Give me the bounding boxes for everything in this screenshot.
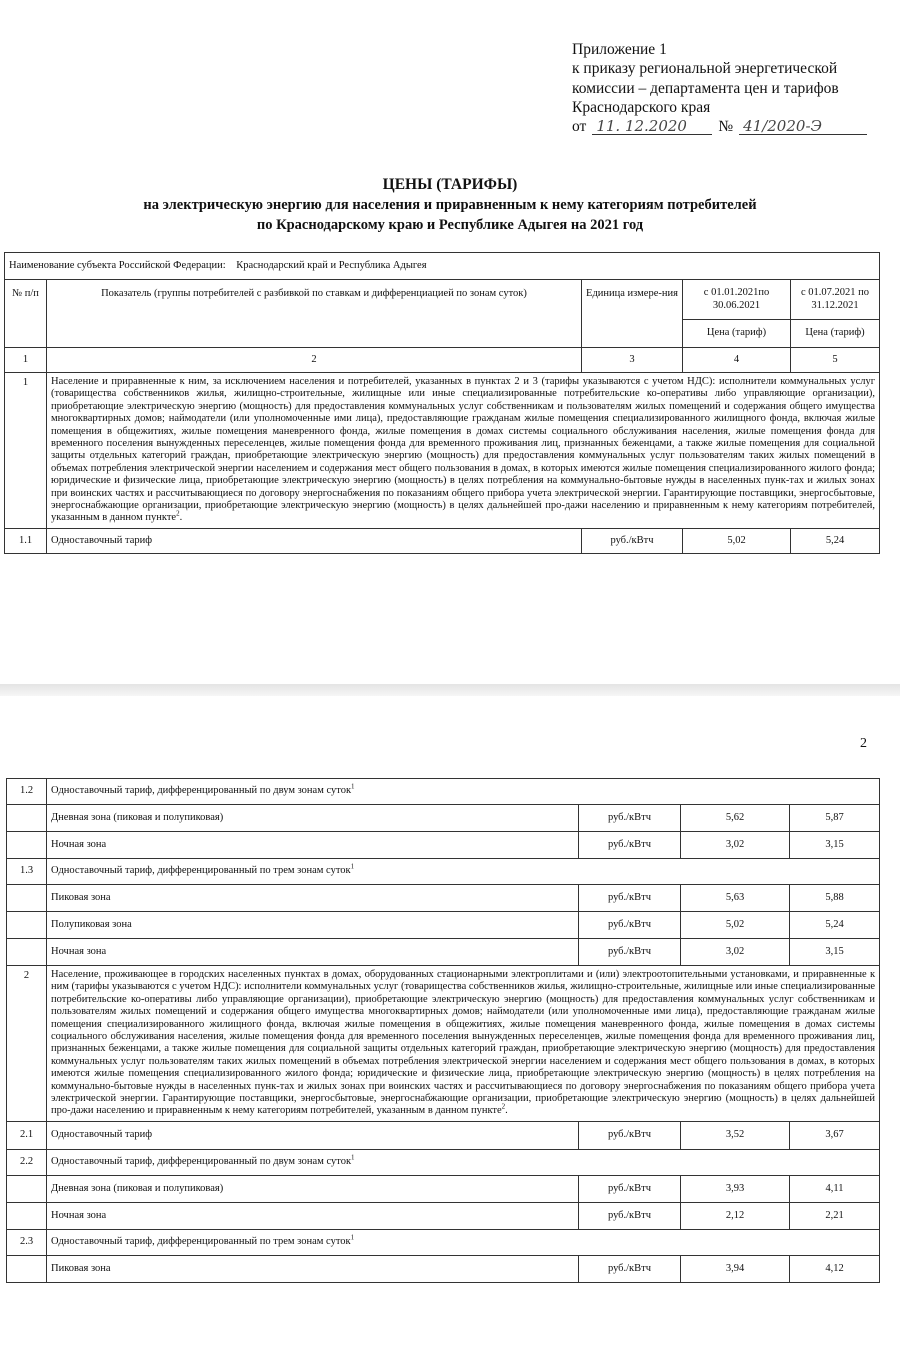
- row-unit: руб./кВтч: [579, 885, 681, 912]
- row-value-period-1: 5,62: [681, 805, 790, 832]
- header-indicator: Показатель (группы потребителей с разбивкой по ставкам и дифференциацией по зонам суток): [47, 280, 582, 348]
- header-price: Цена (тариф): [791, 320, 880, 348]
- row-label: Полупиковая зона: [47, 912, 579, 939]
- row-label: Одноставочный тариф: [47, 528, 582, 553]
- row-num: [7, 939, 47, 966]
- row-num: [7, 1255, 47, 1282]
- footnote-mark: 1: [350, 862, 355, 871]
- header-unit: Единица измере-ния: [582, 280, 683, 348]
- table-row: [7, 885, 880, 912]
- row-num: [7, 1175, 47, 1202]
- row-num: 1: [5, 373, 47, 529]
- row-label: [47, 859, 880, 885]
- row-value-period-2: 5,87: [790, 805, 880, 832]
- row-num: [7, 885, 47, 912]
- tariff-table-page-2: [6, 778, 880, 1283]
- row-label: [47, 1149, 880, 1175]
- table-row: [7, 1255, 880, 1282]
- handwritten-order-number: 41/2020-Э: [739, 118, 867, 135]
- row-value-period-2: 4,11: [790, 1175, 880, 1202]
- appendix-line: Приложение 1: [572, 41, 667, 58]
- document-subtitle: на электрическую энергию для населения и приравненным к нему категориям потребителей: [143, 197, 757, 213]
- row-value-period-1: 3,94: [681, 1255, 790, 1282]
- row-label: Дневная зона (пиковая и полупиковая): [47, 1175, 579, 1202]
- row-unit: руб./кВтч: [579, 1121, 681, 1149]
- column-number: 3: [582, 348, 683, 373]
- row-num: [7, 832, 47, 859]
- section-text: Население, проживающее в городских населенных пунктах в домах, оборудованных стационарными электроплитами и (или) электроотопительными установками, и приравненные к ним (тарифы указываются с учетом НДС): исполнители коммунальных услуг (товарищества собственников жилья, жилищно-строительные, жилищные или иные специализированные потребительские ко-оперативы либо управляющие организации), приобретающие электрическую энергию (мощность) для предоставления коммунальных услуг собственникам и пользователям жилых помещений и содержания общего имущества многоквартирных домов; наймодатели (или уполномоченные ими лица), предоставляющие гражданам жилые помещения специализированного жилищного фонда, включая жилые помещения в общежитиях, жилые помещения маневренного фонда, жилые помещения в домах системы социального обслуживания населения, жилые помещения фонда для временного поселения вынужденных переселенцев, жилые помещения фонда для временного проживания лиц, признанных беженцами, а также жилые помещения для социальной защиты отдельных категорий граждан, приобретающие электрическую энергию (мощность) для предоставления коммунальных услуг пользователям таких жилых помещений в объемах потребления электрической энергии населением и содержания мест общего пользования в домах, в которых имеются жилые помещения специализированного жилого фонда; юридические и физические лица, приобретающие электрическую энергию (мощность) в целях потребления на коммунально-бытовые нужды в населенных пунк-тах и жилых зонах при воинских частях и рассчитывающиеся по договору энергоснабжения по показаниям общего прибора учета электрической энергии. Гарантирующие поставщики, энергосбытовые, энергоснабжающие организации, приобретающие электрическую энергию (мощность) в целях дальнейшей про-дажи населению и приравненным к нему категориям потребителей, указанным в данном пункте: [51, 969, 876, 1117]
- row-num: [7, 912, 47, 939]
- row-unit: руб./кВтч: [579, 1255, 681, 1282]
- page-separator: [0, 684, 900, 696]
- document-title: ЦЕНЫ (ТАРИФЫ): [382, 176, 518, 193]
- row-label: Пиковая зона: [47, 1255, 579, 1282]
- row-label: Дневная зона (пиковая и полупиковая): [47, 805, 579, 832]
- row-label-text: Одноставочный тариф, дифференцированный по двум зонам суток: [51, 785, 352, 797]
- row-label: Пиковая зона: [47, 885, 579, 912]
- row-label: Ночная зона: [47, 832, 579, 859]
- table-row: [7, 779, 880, 805]
- table-row: [7, 1121, 880, 1149]
- row-label: [47, 1229, 880, 1255]
- row-label-text: Одноставочный тариф, дифференцированный по трем зонам суток: [51, 865, 351, 877]
- row-value-period-2: 3,15: [790, 939, 880, 966]
- table-row: [7, 1202, 880, 1229]
- table-row: [7, 805, 880, 832]
- row-label: Ночная зона: [47, 939, 579, 966]
- row-value-period-1: 3,52: [681, 1121, 790, 1149]
- document-page-2: [0, 696, 900, 1362]
- row-value-period-1: 3,93: [681, 1175, 790, 1202]
- row-label-text: Одноставочный тариф, дифференцированный по трем зонам суток: [51, 1236, 351, 1248]
- table-row: [7, 939, 880, 966]
- row-num: 2.2: [7, 1149, 47, 1175]
- section-text: Население и приравненные к ним, за исключением населения и потребителей, указанных в пунктах 2 и 3 (тарифы указываются с учетом НДС): исполнители коммунальных услуг (товарищества собственников жилья, жилищно-строительные, жилищные или иные специализированные потребительские ко-оперативы либо управляющие организации), приобретающие электрическую энергию (мощность) для предоставления коммунальных услуг собственникам и пользователям жилых помещений и содержания общего имущества многоквартирных домов; наймодатели (или уполномоченные ими лица), предоставляющие гражданам жилые помещения специализированного жилищного фонда, включая жилые помещения в общежитиях, жилые помещения маневренного фонда, жилые помещения в домах системы социального обслуживания населения, жилые помещения фонда для временного поселения вынужденных переселенцев, жилые помещения фонда для временного проживания лиц, признанных беженцами, а также жилые помещения для социальной защиты отдельных категорий граждан, приобретающие электрическую энергию (мощность) для предоставления коммунальных услуг пользователям таких жилых помещений в объемах потребления электрической энергии населением и содержания мест общего пользования в домах, в которых имеются жилые помещения специализированного жилого фонда; юридические и физические лица, приобретающие электрическую энергию (мощность) в целях потребления на коммунально-бытовые нужды в населенных пунк-тах и жилых зонах при воинских частях и рассчитывающиеся по договору энергоснабжения по показаниям общего прибора учета электрической энергии. Гарантирующие поставщики, энергосбытовые, энергоснабжающие организации, приобретающие электрическую энергию (мощность) в целях дальнейшей про-дажи населению и приравненным к нему категориям потребителей, указанным в данном пункте: [51, 376, 876, 524]
- appendix-line: Краснодарского края: [572, 98, 711, 116]
- column-number: 1: [5, 348, 47, 373]
- table-row: [5, 253, 880, 280]
- row-value-period-1: 5,02: [683, 528, 791, 553]
- table-row: [7, 859, 880, 885]
- appendix-block: [572, 40, 892, 136]
- row-value-period-2: 4,12: [790, 1255, 880, 1282]
- subject-cell: [5, 253, 880, 280]
- row-unit: руб./кВтч: [579, 1202, 681, 1229]
- table-row: [5, 373, 880, 529]
- row-label: [47, 779, 880, 805]
- header-period-1: с 01.01.2021по 30.06.2021: [683, 280, 791, 320]
- row-value-period-1: 5,02: [681, 912, 790, 939]
- footnote-mark: 1: [351, 782, 355, 791]
- table-row: [5, 528, 880, 553]
- table-row: [7, 1149, 880, 1175]
- header-num: № п/п: [5, 280, 47, 348]
- row-unit: руб./кВтч: [582, 528, 683, 553]
- footnote-mark: 1: [350, 1233, 355, 1242]
- table-row: [7, 1175, 880, 1202]
- header-price: Цена (тариф): [683, 320, 791, 348]
- table-row: [7, 832, 880, 859]
- row-unit: руб./кВтч: [579, 1175, 681, 1202]
- row-value-period-2: 2,21: [790, 1202, 880, 1229]
- footnote-mark: 2: [501, 1102, 506, 1111]
- subject-value: Краснодарский край и Республика Адыгея: [236, 259, 427, 271]
- row-value-period-1: 3,02: [681, 832, 790, 859]
- row-num: 2: [7, 966, 47, 1122]
- section-description: Население, проживающее в городских населенных пунктах в домах, оборудованных стационарными электроплитами и (или) электроотопительными установками, и приравненные к ним (тарифы указываются с учетом НДС): исполнители коммунальных услуг (товарищества собственников жилья, жилищно-строительные, жилищные или иные специализированные потребительские ко-оперативы либо управляющие организации), приобретающие электрическую энергию (мощность) для предоставления коммунальных услуг собственникам и пользователям жилых помещений и содержания общего имущества многоквартирных домов; наймодатели (или уполномоченные ими лица), предоставляющие гражданам жилые помещения специализированного жилищного фонда, включая жилые помещения в общежитиях, жилые помещения маневренного фонда, жилые помещения в домах системы социального обслуживания населения, жилые помещения фонда для временного поселения вынужденных переселенцев, жилые помещения фонда для временного проживания лиц, признанных беженцами, а также жилые помещения для социальной защиты отдельных категорий граждан, приобретающие электрическую энергию (мощность) для предоставления коммунальных услуг пользователям таких жилых помещений в объемах потребления электрической энергии населением и содержания мест общего пользования в домах, в которых имеются жилые помещения специализированного жилого фонда; юридические и физические лица, приобретающие электрическую энергию (мощность) в целях потребления на коммунально-бытовые нужды в населенных пунк-тах и жилых зонах при воинских частях и рассчитывающиеся по договору энергоснабжения по показаниям общего прибора учета электрической энергии. Гарантирующие поставщики, энергосбытовые, энергоснабжающие организации, приобретающие электрическую энергию (мощность) в целях дальнейшей про-дажи населению и приравненным к нему категориям потребителей, указанным в данном пункте$^2$.: [47, 966, 880, 1122]
- row-value-period-1: 5,63: [681, 885, 790, 912]
- row-unit: руб./кВтч: [579, 939, 681, 966]
- column-number-row: [5, 348, 880, 373]
- column-number: 5: [791, 348, 880, 373]
- row-num: 1.3: [7, 859, 47, 885]
- row-value-period-1: 3,02: [681, 939, 790, 966]
- column-number: 4: [683, 348, 791, 373]
- column-number: 2: [47, 348, 582, 373]
- row-num: [7, 1202, 47, 1229]
- row-value-period-1: 2,12: [681, 1202, 790, 1229]
- row-label-text: Одноставочный тариф, дифференцированный по двум зонам суток: [51, 1156, 352, 1168]
- table-row: [7, 966, 880, 1122]
- page-number: 2: [860, 736, 867, 751]
- row-num: 2.3: [7, 1229, 47, 1255]
- row-num: 1.2: [7, 779, 47, 805]
- row-num: 2.1: [7, 1121, 47, 1149]
- footnote-mark: 2: [176, 509, 180, 518]
- section-description: Население и приравненные к ним, за исключением населения и потребителей, указанных в пунктах 2 и 3 (тарифы указываются с учетом НДС): исполнители коммунальных услуг (товарищества собственников жилья, жилищно-строительные, жилищные или иные специализированные потребительские ко-оперативы либо управляющие организации), приобретающие электрическую энергию (мощность) для предоставления коммунальных услуг собственникам и пользователям жилых помещений и содержания общего имущества многоквартирных домов; наймодатели (или уполномоченные ими лица), предоставляющие гражданам жилые помещения специализированного жилищного фонда, включая жилые помещения в общежитиях, жилые помещения маневренного фонда, жилые помещения в домах системы социального обслуживания населения, жилые помещения фонда для временного поселения вынужденных переселенцев, жилые помещения фонда для временного проживания лиц, признанных беженцами, а также жилые помещения для социальной защиты отдельных категорий граждан, приобретающие электрическую энергию (мощность) для предоставления коммунальных услуг пользователям таких жилых помещений в объемах потребления электрической энергии населением и содержания мест общего пользования в домах, в которых имеются жилые помещения специализированного жилого фонда; юридические и физические лица, приобретающие электрическую энергию (мощность) в целях потребления на коммунально-бытовые нужды в населенных пунк-тах и жилых зонах при воинских частях и рассчитывающиеся по договору энергоснабжения по показаниям общего прибора учета электрической энергии. Гарантирующие поставщики, энергосбытовые, энергоснабжающие организации, приобретающие электрическую энергию (мощность) в целях дальнейшей про-дажи населению и приравненным к нему категориям потребителей, указанным в данном пункте$^2$.: [47, 373, 880, 529]
- table-header-row: [5, 280, 880, 320]
- tariff-table-page-1: [4, 252, 880, 554]
- header-period-2: с 01.07.2021 по 31.12.2021: [791, 280, 880, 320]
- row-label: Одноставочный тариф: [47, 1121, 579, 1149]
- handwritten-date: 11. 12.2020: [592, 118, 712, 135]
- row-label: Ночная зона: [47, 1202, 579, 1229]
- table-row: [7, 912, 880, 939]
- row-value-period-2: 3,15: [790, 832, 880, 859]
- row-value-period-2: 5,24: [790, 912, 880, 939]
- row-value-period-2: 3,67: [790, 1121, 880, 1149]
- row-unit: руб./кВтч: [579, 805, 681, 832]
- row-num: 1.1: [5, 528, 47, 553]
- row-num: [7, 805, 47, 832]
- footnote-mark: 1: [351, 1153, 355, 1162]
- document-subtitle: по Краснодарскому краю и Республике Адыгея на 2021 год: [256, 217, 644, 233]
- table-row: [7, 1229, 880, 1255]
- date-prefix: от: [572, 118, 587, 136]
- appendix-line: комиссии – департамента цен и тарифов: [572, 79, 839, 97]
- row-value-period-2: 5,88: [790, 885, 880, 912]
- appendix-line: к приказу региональной энергетической: [572, 60, 838, 78]
- order-date-number-line: [572, 117, 892, 136]
- row-value-period-2: 5,24: [791, 528, 880, 553]
- row-unit: руб./кВтч: [579, 832, 681, 859]
- subject-label: Наименование субъекта Российской Федерации:: [9, 259, 226, 271]
- number-prefix: №: [718, 118, 734, 136]
- row-unit: руб./кВтч: [579, 912, 681, 939]
